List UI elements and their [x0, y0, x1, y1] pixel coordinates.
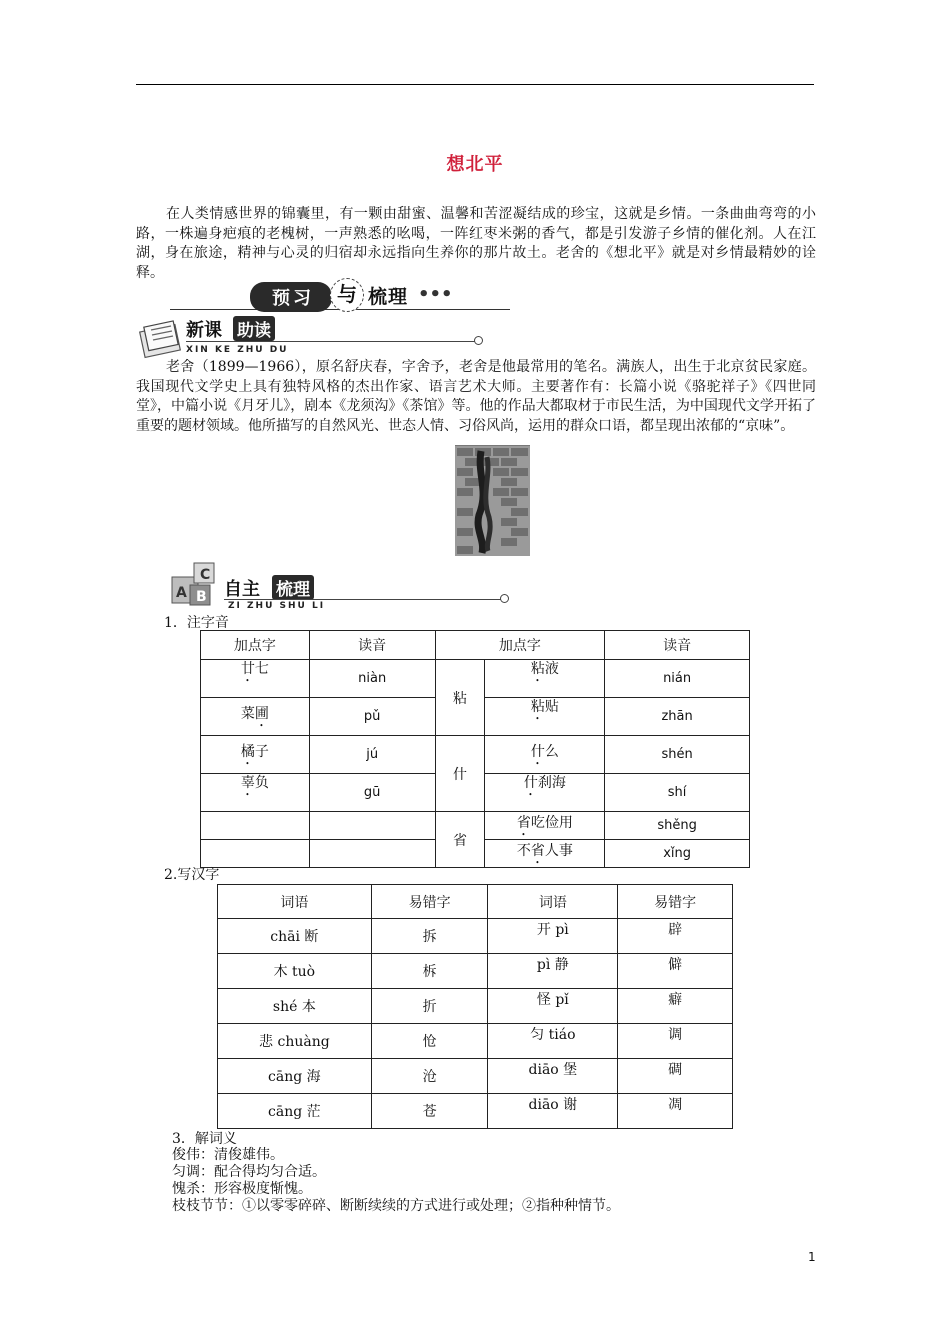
- dotted-char: 橘: [240, 744, 255, 760]
- abc-blocks-icon: [168, 555, 222, 611]
- word-cell: cāng 海: [218, 1059, 372, 1094]
- table-header: 读音: [309, 631, 435, 660]
- section1-label2: 助读: [233, 316, 275, 341]
- dotted-char: 什: [523, 775, 538, 791]
- word-cell: [201, 698, 310, 736]
- word-cell: [485, 840, 605, 868]
- table-row: [218, 1024, 733, 1059]
- answer-cell: 沧: [371, 1059, 488, 1094]
- section2-label1: 自主: [224, 579, 260, 600]
- dotted-char: 辜: [240, 775, 255, 791]
- dotted-char: 省: [516, 815, 531, 831]
- table-row: [201, 631, 750, 660]
- table-row: [218, 954, 733, 989]
- definition-item: 枝枝节节：①以零零碎碎、断断续续的方式进行或处理；②指种种情节。: [172, 1198, 620, 1214]
- empty-cell: [309, 840, 435, 868]
- word-post: 刹海: [537, 775, 566, 791]
- table-header: 加点字: [201, 631, 310, 660]
- word-cell: shé 本: [218, 989, 372, 1024]
- word-cell: [488, 919, 618, 954]
- word-cell: [485, 812, 605, 840]
- table-row: [218, 919, 733, 954]
- table-row: [201, 660, 750, 698]
- banner-part1: 预习: [250, 282, 332, 312]
- table-row: [218, 989, 733, 1024]
- dotted-char: 什: [530, 744, 545, 760]
- answer-cell: [618, 1094, 733, 1129]
- answer-text: 辟: [668, 922, 683, 938]
- word-post: 子: [254, 744, 269, 760]
- empty-cell: [201, 812, 310, 840]
- characters-table: [217, 884, 733, 1129]
- answer-text: 癖: [668, 992, 683, 1008]
- dotted-char: 圃: [254, 706, 269, 722]
- pinyin-cell: jú: [309, 736, 435, 774]
- word-cell: [488, 1059, 618, 1094]
- pinyin-cell: nián: [605, 660, 750, 698]
- dotted-char: 廿: [240, 661, 255, 677]
- word-cell: 木 tuò: [218, 954, 372, 989]
- preview-banner: [170, 280, 510, 312]
- banner-dots: •••: [418, 284, 453, 305]
- intro-paragraph: 在人类情感世界的锦囊里，有一颗由甜蜜、温馨和苦涩凝结成的珍宝，这就是乡情。一条曲曲弯弯的小路，一株遍身疤痕的老槐树，一声熟悉的吆喝，一阵红枣米粥的香气，都是引发游子乡情的催化剂。人在江湖，身在旅途，精神与心灵的归宿却永远指向生养你的那片故土。老舍的《想北平》就是对乡情最精妙的诠释。: [136, 206, 816, 281]
- answer-cell: [618, 1059, 733, 1094]
- table-header: 易错字: [618, 885, 733, 919]
- table-row: [201, 812, 750, 840]
- table-row: [201, 736, 750, 774]
- dotted-char: 粘: [530, 699, 545, 715]
- group-char: 省: [435, 812, 485, 868]
- answer-cell: [618, 954, 733, 989]
- word-cell: [485, 736, 605, 774]
- table-row: [218, 1094, 733, 1129]
- answer-text: 僻: [668, 957, 683, 973]
- word-text: 开 pì: [536, 922, 569, 938]
- pinyin-cell: niàn: [309, 660, 435, 698]
- word-post: 贴: [544, 699, 559, 715]
- dotted-char: 粘: [530, 661, 545, 677]
- section1-rule: [186, 341, 476, 342]
- empty-cell: [309, 812, 435, 840]
- word-cell: 悲 chuàng: [218, 1024, 372, 1059]
- word-cell: [201, 774, 310, 812]
- book-icon: [138, 314, 184, 360]
- word-cell: [201, 660, 310, 698]
- word-cell: [488, 1094, 618, 1129]
- answer-cell: [618, 919, 733, 954]
- word-post: 人事: [544, 843, 573, 859]
- answer-cell: [618, 1024, 733, 1059]
- author-bio: 老舍（1899—1966），原名舒庆春，字舍予，老舍是他最常用的笔名。满族人，出生于北京贫民家庭。我国现代文学史上具有独特风格的杰出作家、语言艺术大师。主要著作有：长篇小说《骆驼祥子》《四世同堂》，中篇小说《月牙儿》，剧本《龙须沟》《茶馆》等。他的作品大都取材于市民生活，为中国现代文学开拓了重要的题材领域。他所描写的自然风光、世态人情、习俗风尚，运用的群众口语，都呈现出浓郁的“京味”。: [136, 359, 816, 434]
- header-rule: [136, 84, 814, 85]
- answer-text: 碉: [668, 1062, 683, 1078]
- answer-text: 调: [668, 1027, 683, 1043]
- section-header-self-study: [168, 555, 518, 615]
- pinyin-cell: gū: [309, 774, 435, 812]
- answer-cell: 柝: [371, 954, 488, 989]
- banner-pill: [250, 280, 500, 310]
- q3-label: 3．解词义: [172, 1131, 237, 1147]
- block-letter-b: B: [196, 589, 207, 605]
- word-text: diāo 谢: [528, 1097, 578, 1113]
- answer-cell: 拆: [371, 919, 488, 954]
- pinyin-cell: shén: [605, 736, 750, 774]
- pinyin-cell: shěng: [605, 812, 750, 840]
- definition-item: 愧杀：形容极度惭愧。: [172, 1181, 312, 1197]
- dotted-char: 省: [530, 843, 545, 859]
- banner-part3: 梳理: [368, 286, 409, 308]
- page-number: 1: [808, 1250, 816, 1264]
- definitions-list: [172, 1147, 620, 1215]
- word-cell: [488, 954, 618, 989]
- word-pre: 菜: [240, 706, 255, 722]
- word-post: 七: [254, 661, 269, 677]
- word-cell: [485, 660, 605, 698]
- answer-cell: 苍: [371, 1094, 488, 1129]
- word-cell: cāng 茫: [218, 1094, 372, 1129]
- pinyin-cell: shí: [605, 774, 750, 812]
- pronunciation-table: [200, 630, 750, 868]
- definition-item: 匀调：配合得均匀合适。: [172, 1164, 326, 1180]
- word-post: 吃俭用: [530, 815, 573, 831]
- definition-item: 俊伟：清俊雄伟。: [172, 1147, 284, 1163]
- answer-cell: 折: [371, 989, 488, 1024]
- table-header: 词语: [488, 885, 618, 919]
- word-text: 怪 pǐ: [536, 992, 569, 1008]
- section2-knob: [500, 594, 509, 603]
- word-text: 匀 tiáo: [530, 1027, 576, 1043]
- q2-label: 2.写汉字: [164, 867, 220, 883]
- word-post: 么: [544, 744, 559, 760]
- brick-wall-photo: [455, 445, 530, 556]
- word-text: diāo 堡: [528, 1062, 578, 1078]
- banner-part2: 与: [330, 278, 364, 312]
- pinyin-cell: zhān: [605, 698, 750, 736]
- answer-cell: [618, 989, 733, 1024]
- word-cell: [201, 736, 310, 774]
- word-cell: [488, 1024, 618, 1059]
- empty-cell: [201, 840, 310, 868]
- group-char: 什: [435, 736, 485, 812]
- section2-label2: 梳理: [272, 575, 314, 600]
- word-text: pì 静: [536, 957, 569, 973]
- pinyin-cell: xǐng: [605, 840, 750, 868]
- word-cell: [488, 989, 618, 1024]
- table-row: [218, 885, 733, 919]
- block-letter-a: A: [176, 585, 187, 601]
- table-header: 读音: [605, 631, 750, 660]
- block-letter-c: C: [200, 567, 211, 583]
- answer-cell: 怆: [371, 1024, 488, 1059]
- table-header: 易错字: [371, 885, 488, 919]
- section1-sub: XIN KE ZHU DU: [186, 345, 289, 355]
- word-cell: chāi 断: [218, 919, 372, 954]
- q1-label: 1．注字音: [164, 615, 229, 631]
- word-cell: [485, 774, 605, 812]
- page-title: 想北平: [446, 154, 504, 175]
- section1-label1: 新课: [186, 320, 222, 341]
- group-char: 粘: [435, 660, 485, 736]
- word-cell: [485, 698, 605, 736]
- answer-text: 凋: [668, 1097, 683, 1113]
- section1-knob: [474, 336, 483, 345]
- word-post: 负: [254, 775, 269, 791]
- table-header: 加点字: [435, 631, 605, 660]
- table-row: [218, 1059, 733, 1094]
- word-pre: 不: [516, 843, 531, 859]
- pinyin-cell: pǔ: [309, 698, 435, 736]
- word-post: 液: [544, 661, 559, 677]
- table-header: 词语: [218, 885, 372, 919]
- section2-sub: ZI ZHU SHU LI: [228, 601, 326, 611]
- section2-rule: [224, 599, 502, 600]
